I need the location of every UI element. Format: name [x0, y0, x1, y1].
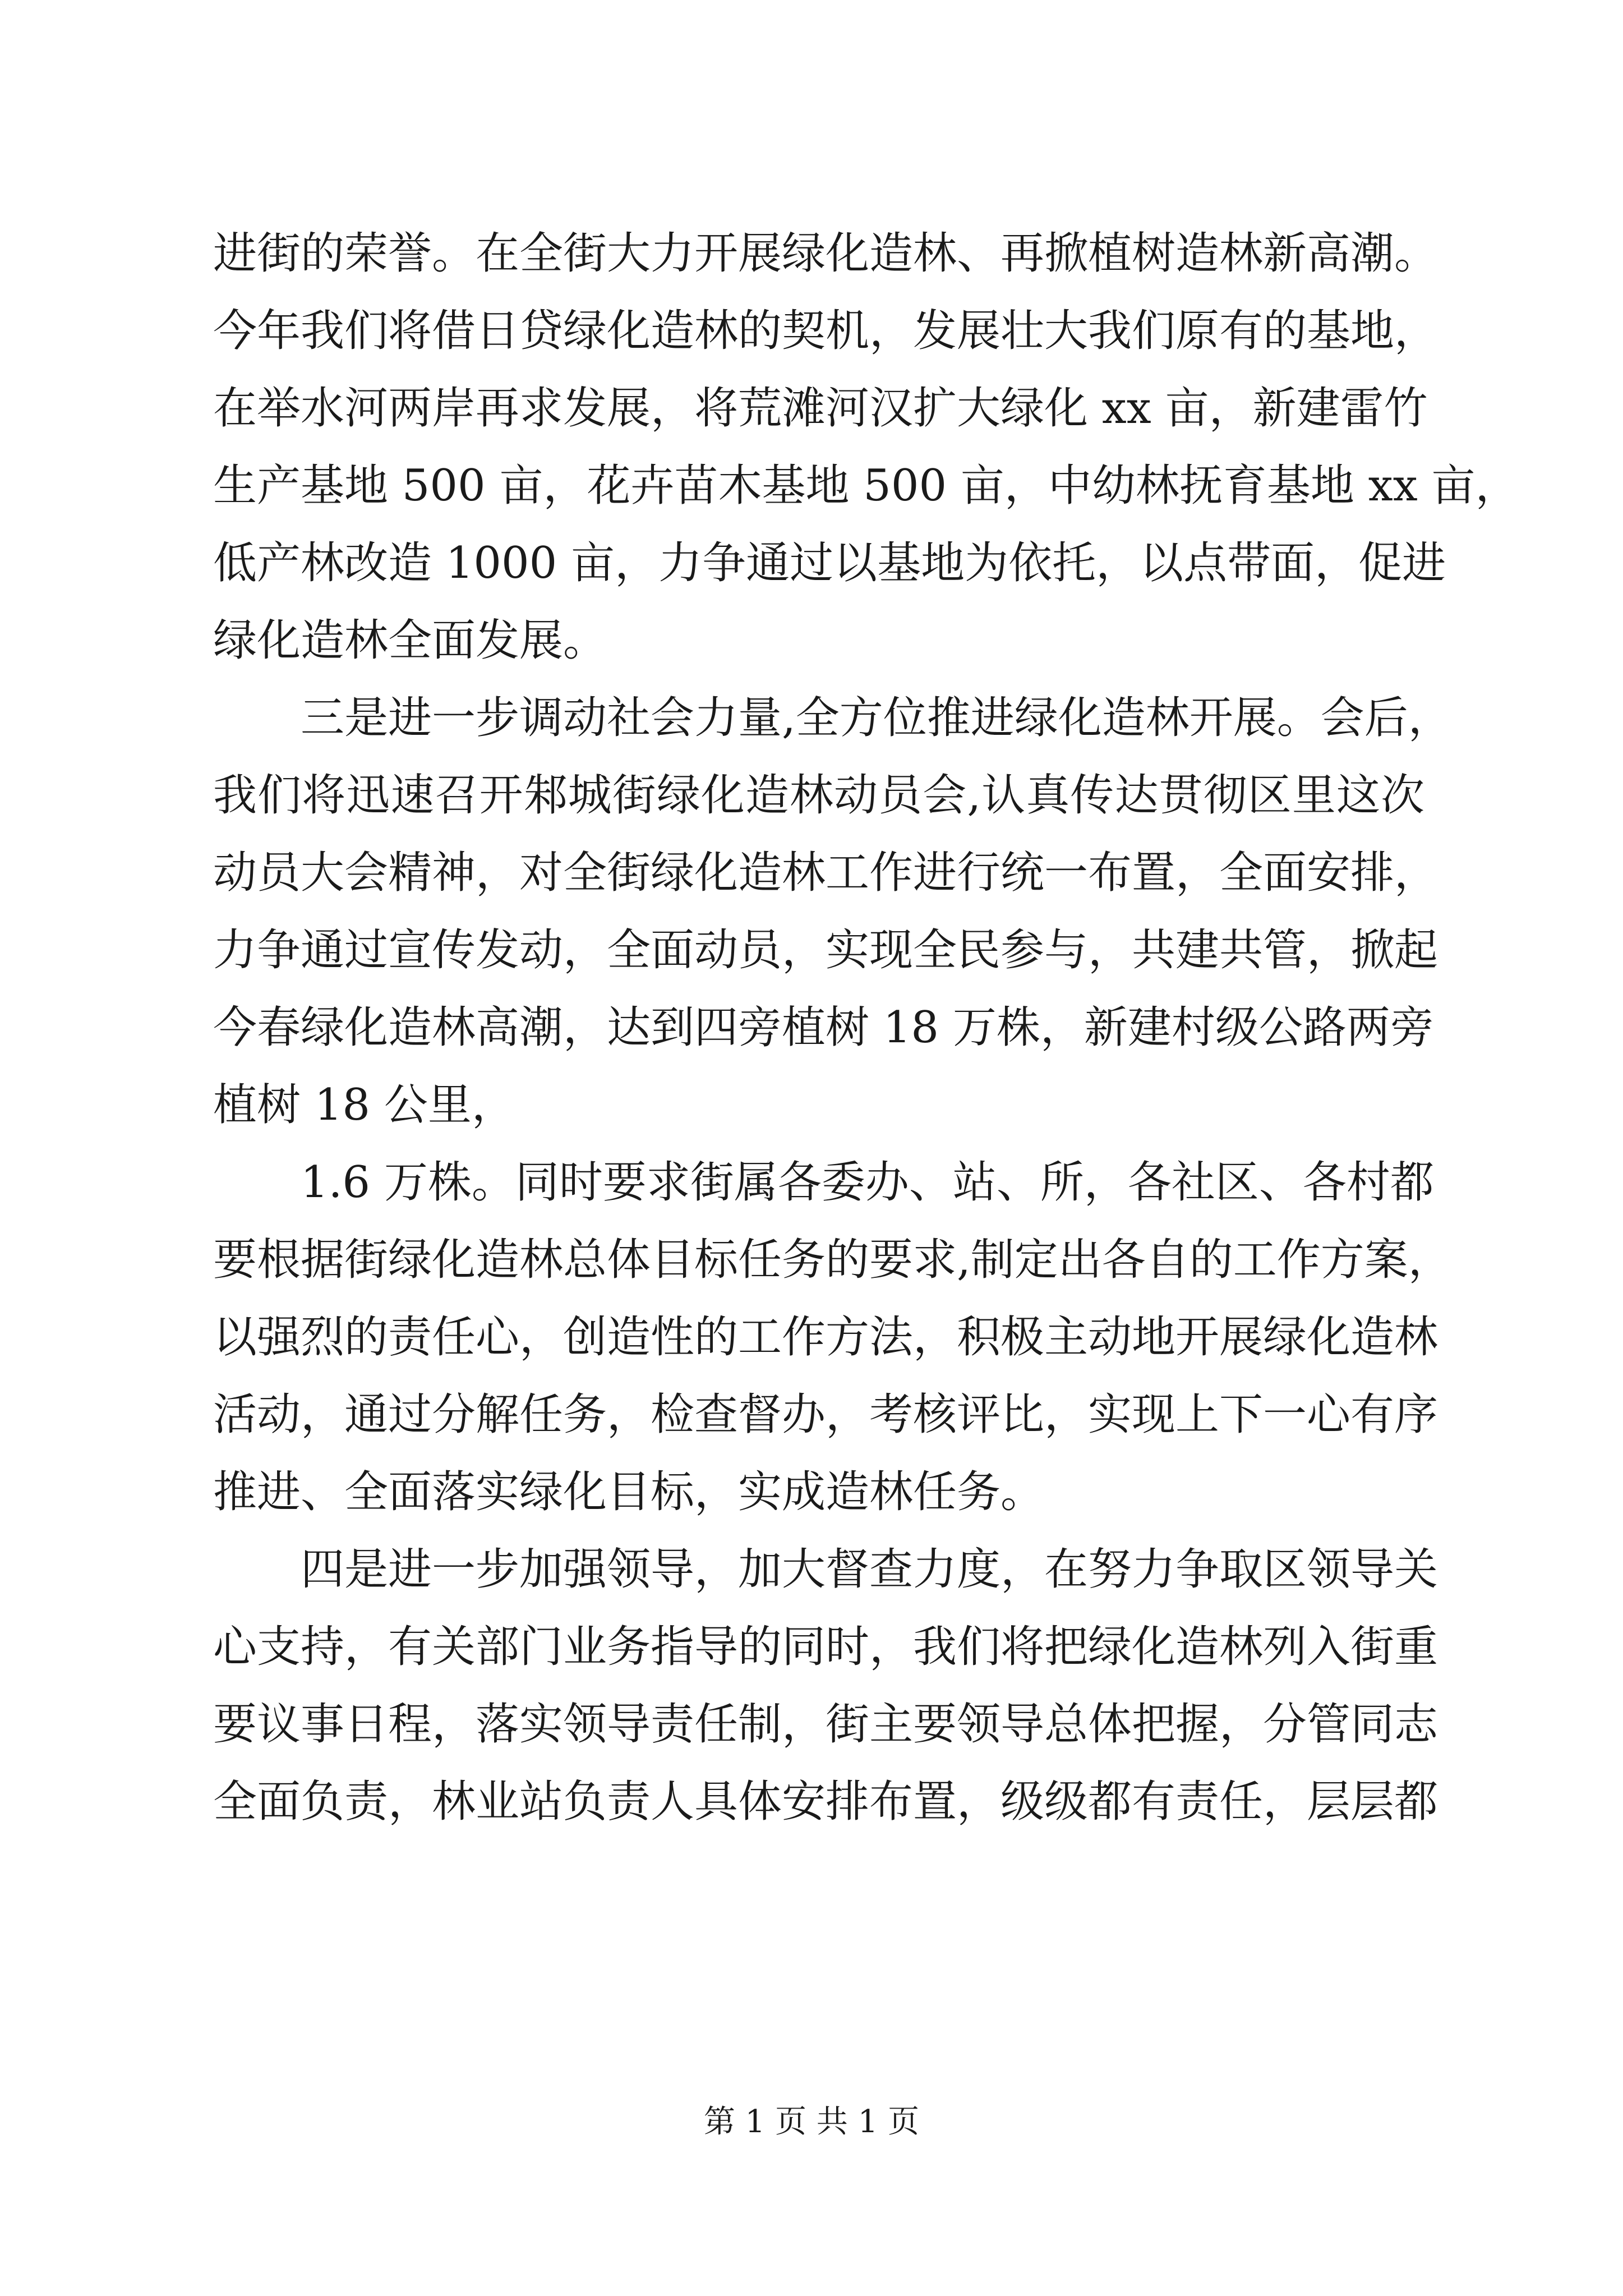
paragraph-line: 要根据街绿化造林总体目标任务的要求,制定出各自的工作方案， [213, 1235, 1452, 1285]
paragraph-line: 三是进一步调动社会力量,全方位推进绿化造林开展。会后， [301, 693, 1452, 743]
paragraph-line: 生产基地 500 亩，花卉苗木基地 500 亩，中幼林抚育基地 xx 亩， [213, 461, 1519, 511]
paragraph-line: 动员大会精神，对全街绿化造林工作进行统一布置，全面安排， [213, 848, 1438, 898]
paragraph-line: 力争通过宣传发动，全面动员，实现全民参与，共建共管，掀起 [213, 925, 1438, 976]
paragraph-line: 植树 18 公里， [213, 1080, 515, 1130]
paragraph-line: 全面负责，林业站负责人具体安排布置，级级都有责任，层层都 [213, 1777, 1438, 1827]
paragraph-line: 四是进一步加强领导，加大督查力度，在努力争取区领导关 [301, 1544, 1438, 1595]
paragraph-line: 推进、全面落实绿化目标，实成造林任务。 [213, 1467, 1045, 1517]
paragraph-line: 要议事日程，落实领导责任制，街主要领导总体把握，分管同志 [213, 1699, 1438, 1750]
paragraph-line: 我们将迅速召开邾城街绿化造林动员会,认真传达贯彻区里这次 [213, 770, 1424, 821]
paragraph-line: 今春绿化造林高潮，达到四旁植树 18 万株，新建村级公路两旁 [213, 1002, 1434, 1053]
paragraph-line: 活动，通过分解任务，检查督办，考核评比，实现上下一心有序 [213, 1389, 1438, 1440]
page-number-footer: 第 1 页 共 1 页 [703, 2104, 920, 2140]
paragraph-line: 绿化造林全面发展。 [213, 615, 607, 666]
paragraph-line: 1.6 万株。同时要求街属各委办、站、所，各社区、各村都 [301, 1157, 1434, 1208]
paragraph-line: 进街的荣誉。在全街大力开展绿化造林、再掀植树造林新高潮。 [213, 228, 1438, 279]
paragraph-line: 今年我们将借日贷绿化造林的契机，发展壮大我们原有的基地， [213, 306, 1438, 356]
paragraph-line: 在举水河两岸再求发展，将荒滩河汉扩大绿化 xx 亩，新建雷竹 [213, 383, 1428, 434]
paragraph-line: 低产林改造 1000 亩，力争通过以基地为依托，以点带面，促进 [213, 538, 1446, 588]
paragraph-line: 心支持，有关部门业务指导的同时，我们将把绿化造林列入街重 [213, 1622, 1438, 1672]
paragraph-line: 以强烈的责任心，创造性的工作方法，积极主动地开展绿化造林 [213, 1312, 1438, 1363]
